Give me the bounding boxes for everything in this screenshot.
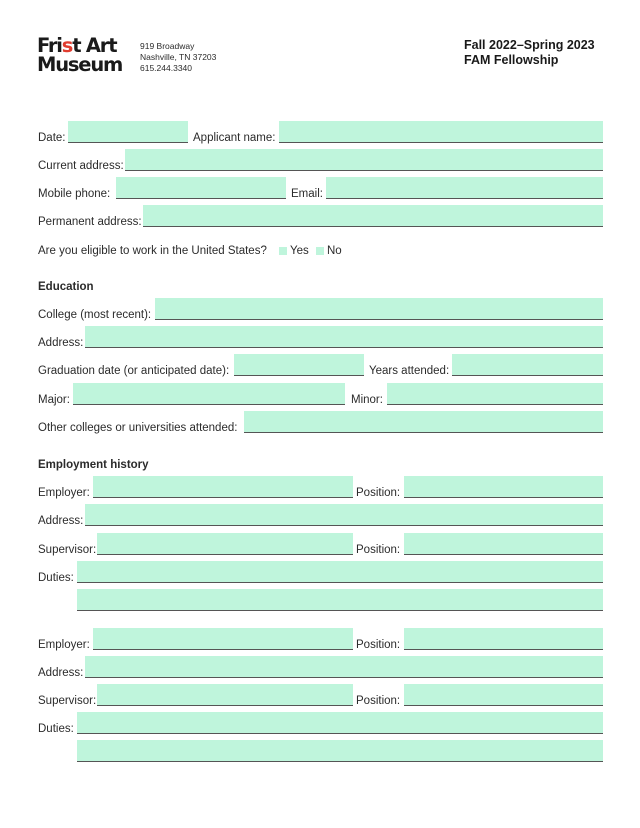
education-heading: Education — [38, 281, 94, 293]
employer-1-label: Employer: — [38, 487, 90, 499]
eligible-no-label: No — [327, 245, 342, 257]
position-1-field[interactable] — [404, 476, 603, 498]
college-address-label: Address: — [38, 337, 84, 349]
supervisor-1-position-label: Position: — [356, 544, 401, 556]
date-label: Date: — [38, 132, 66, 144]
employer-1-address-field[interactable] — [85, 504, 603, 526]
employer-2-field[interactable] — [93, 628, 353, 650]
mobile-phone-field[interactable] — [116, 177, 286, 199]
college-label: College (most recent): — [38, 309, 152, 321]
applicant-name-label: Applicant name: — [193, 132, 276, 144]
eligible-yes-checkbox[interactable] — [279, 247, 287, 255]
frist-art-museum-logo: Frist Art Museum — [37, 34, 123, 76]
season-label: Fall 2022–Spring 2023 — [464, 38, 595, 52]
date-field[interactable] — [68, 121, 188, 143]
graduation-date-field[interactable] — [234, 354, 364, 376]
duties-2-field-line1[interactable] — [77, 712, 603, 734]
position-1-label: Position: — [356, 487, 401, 499]
supervisor-2-position-label: Position: — [356, 695, 401, 707]
duties-1-field-line2[interactable] — [77, 589, 603, 611]
graduation-date-label: Graduation date (or anticipated date): — [38, 365, 230, 377]
major-field[interactable] — [73, 383, 345, 405]
college-field[interactable] — [155, 298, 603, 320]
major-label: Major: — [38, 394, 70, 406]
duties-2-label: Duties: — [38, 723, 74, 735]
supervisor-1-field[interactable] — [97, 533, 353, 555]
email-label: Email: — [291, 188, 323, 200]
supervisor-1-label: Supervisor: — [38, 544, 97, 556]
employer-1-address-label: Address: — [38, 515, 84, 527]
other-colleges-label: Other colleges or universities attended: — [38, 422, 238, 434]
employer-2-address-label: Address: — [38, 667, 84, 679]
museum-address — [140, 41, 216, 74]
address-street: 919 Broadway — [140, 41, 195, 51]
position-2-label: Position: — [356, 639, 401, 651]
other-colleges-field[interactable] — [244, 411, 603, 433]
duties-1-label: Duties: — [38, 572, 74, 584]
years-attended-label: Years attended: — [369, 365, 450, 377]
supervisor-2-label: Supervisor: — [38, 695, 97, 707]
college-address-field[interactable] — [85, 326, 603, 348]
employment-heading: Employment history — [38, 459, 149, 471]
minor-label: Minor: — [351, 394, 383, 406]
supervisor-1-position-field[interactable] — [404, 533, 603, 555]
program-label: FAM Fellowship — [464, 53, 559, 67]
duties-1-field-line1[interactable] — [77, 561, 603, 583]
mobile-phone-label: Mobile phone: — [38, 188, 111, 200]
position-2-field[interactable] — [404, 628, 603, 650]
address-phone: 615.244.3340 — [140, 63, 192, 73]
supervisor-2-field[interactable] — [97, 684, 353, 706]
email-field[interactable] — [326, 177, 603, 199]
eligible-no-checkbox[interactable] — [316, 247, 324, 255]
duties-2-field-line2[interactable] — [77, 740, 603, 762]
supervisor-2-position-field[interactable] — [404, 684, 603, 706]
minor-field[interactable] — [387, 383, 603, 405]
current-address-field[interactable] — [125, 149, 603, 171]
permanent-address-label: Permanent address: — [38, 216, 142, 228]
employer-1-field[interactable] — [93, 476, 353, 498]
permanent-address-field[interactable] — [143, 205, 603, 227]
employer-2-address-field[interactable] — [85, 656, 603, 678]
employer-2-label: Employer: — [38, 639, 90, 651]
address-city: Nashville, TN 37203 — [140, 52, 217, 62]
applicant-name-field[interactable] — [279, 121, 603, 143]
work-eligibility-label: Are you eligible to work in the United States? — [38, 245, 267, 257]
eligible-yes-label: Yes — [290, 245, 309, 257]
program-title — [464, 38, 595, 68]
current-address-label: Current address: — [38, 160, 124, 172]
years-attended-field[interactable] — [452, 354, 603, 376]
